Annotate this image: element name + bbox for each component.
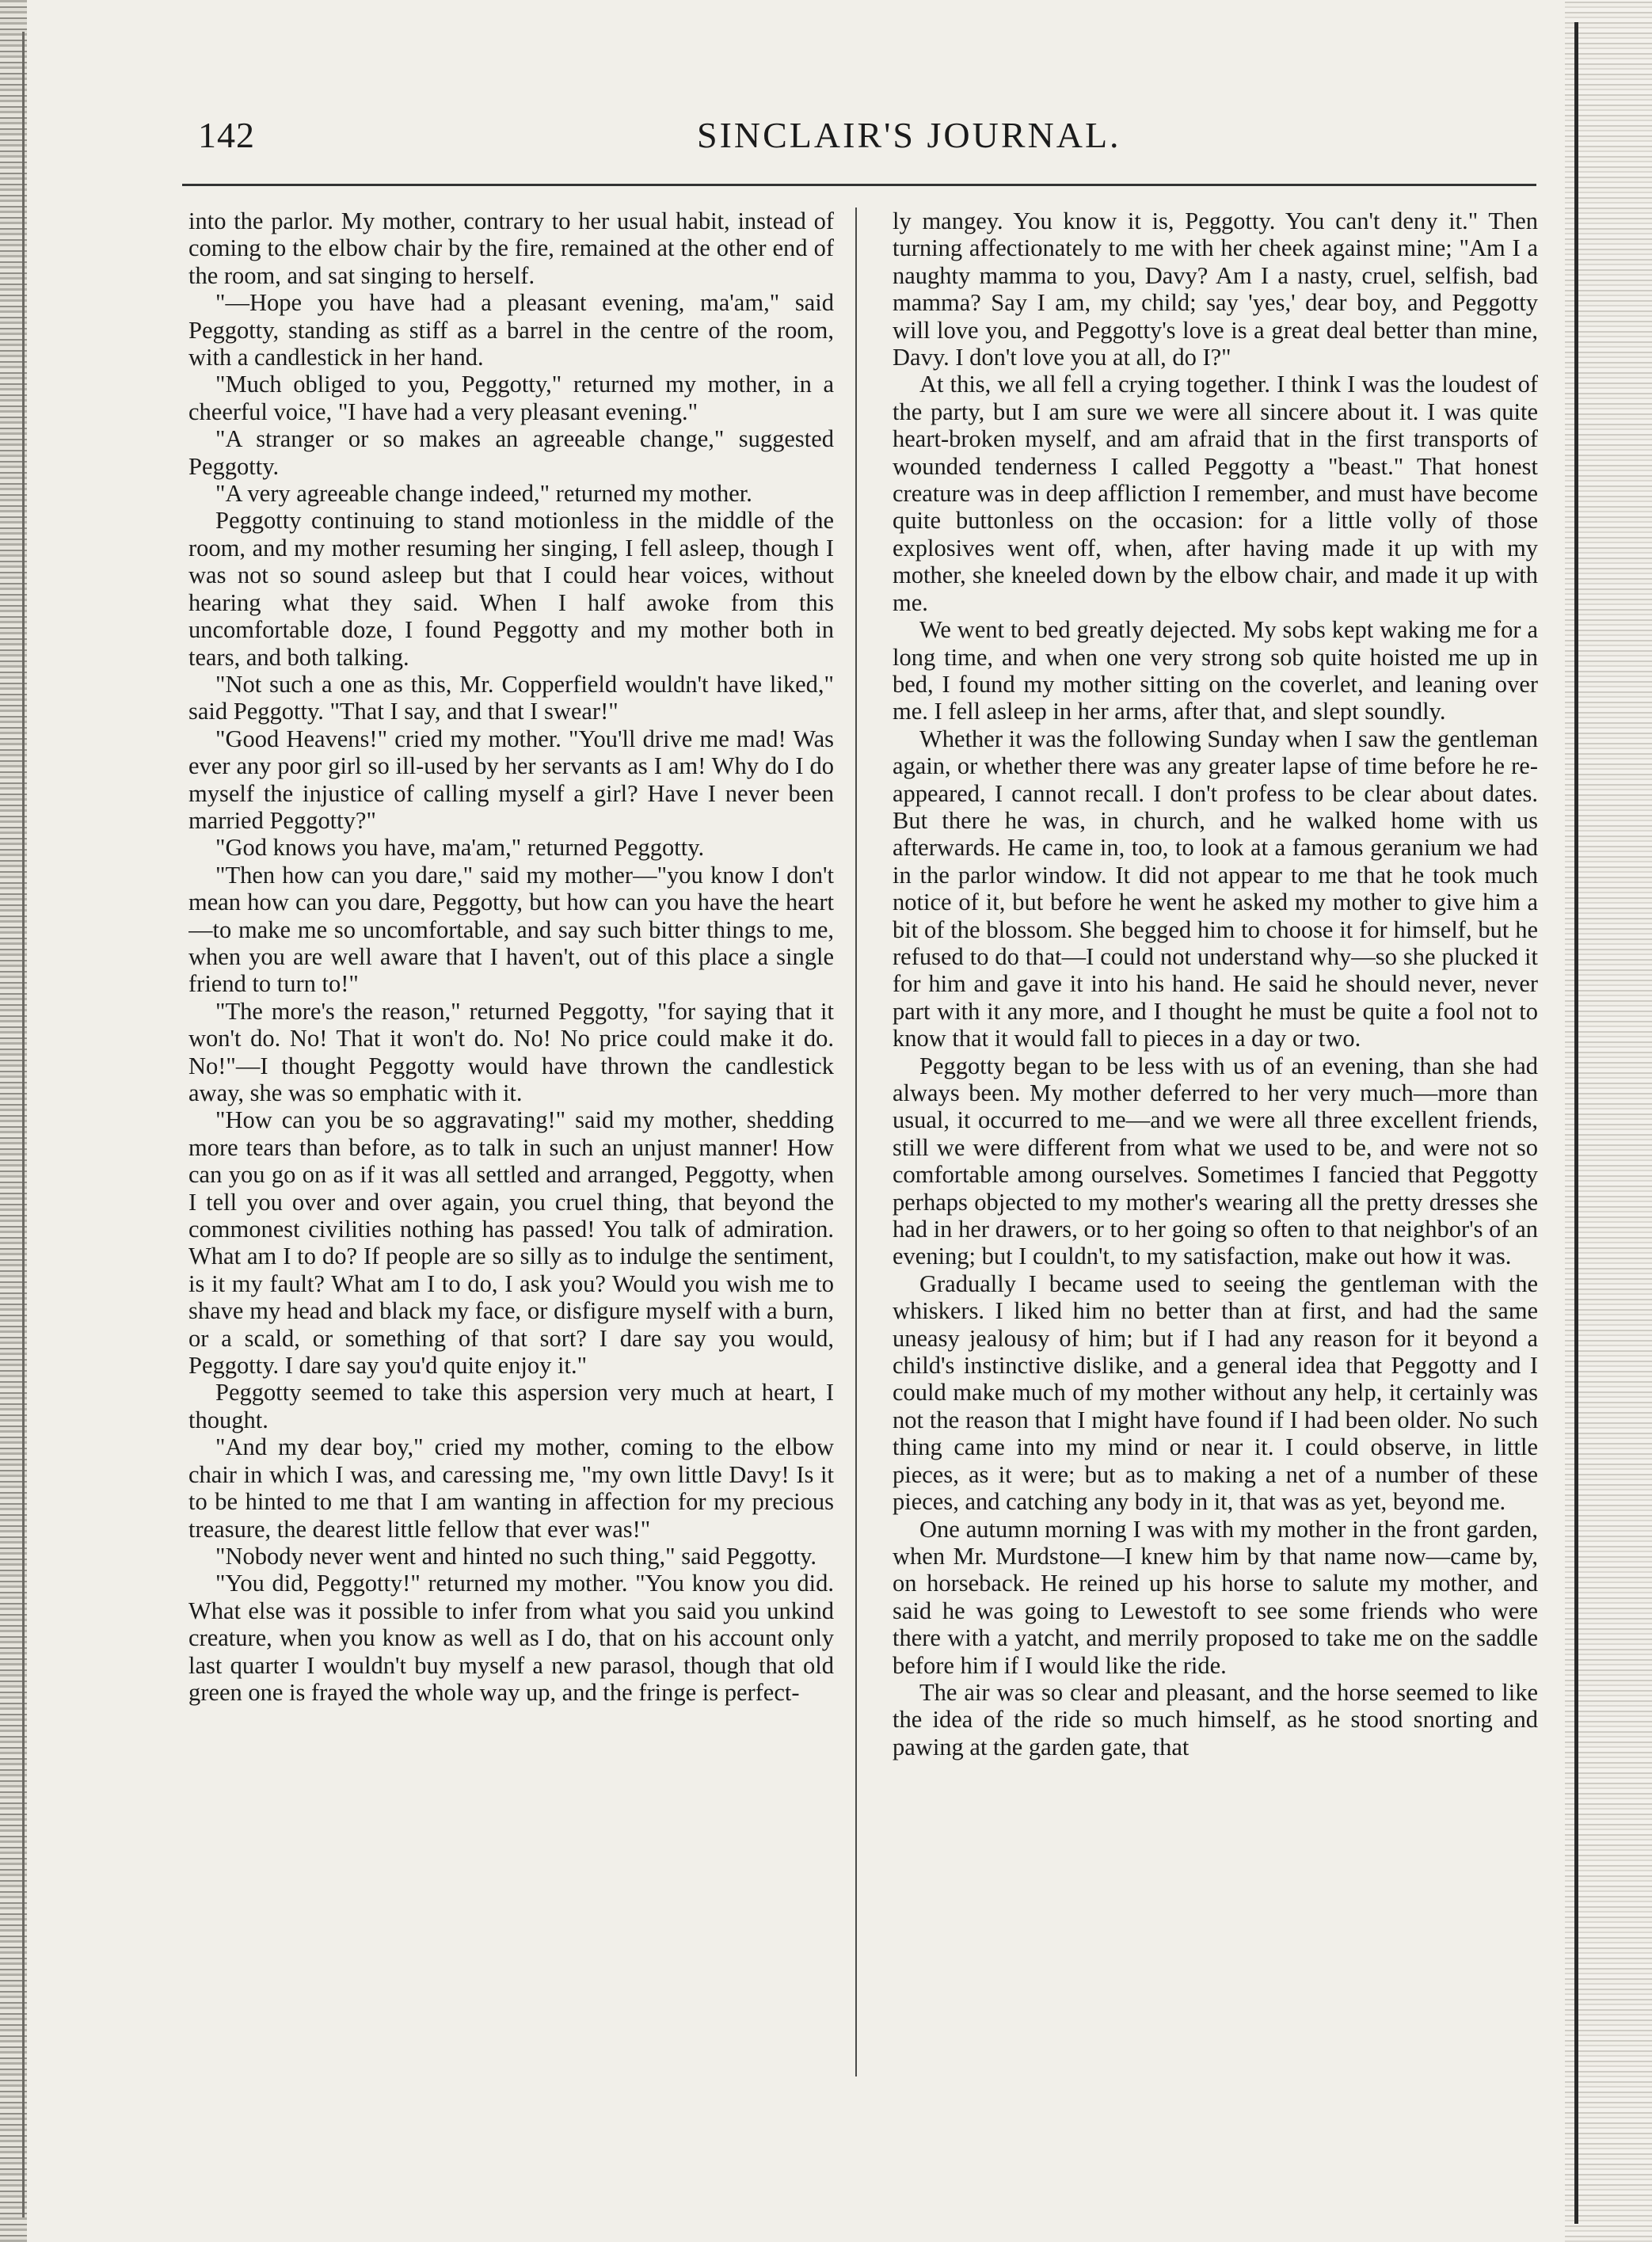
text-column-left bbox=[188, 207, 834, 2076]
paragraph: Peggotty began to be less with us of an evening, than she had always been. My mother deferred to her very much—more than usual, it occurred to me—and we were all three excellent friends, still we were different from what we used to be, and were not so comfortable among ourselves. Sometimes I fancied that Peggotty perhaps objected to my mother's wearing all the pretty dresses she had in her drawers, or to her going so often to that neighbor's of an evening; but I couldn't, to my satisfaction, make out how it was. bbox=[893, 1052, 1538, 1270]
paragraph: Peggotty continuing to stand motionless in the middle of the room, and my mother resuming her singing, I fell asleep, though I was not so sound asleep but that I could hear voices, without hearing what they said. When I half awoke from this uncomfortable doze, I found Peggotty and my mother both in tears, and both talking. bbox=[188, 507, 834, 671]
paragraph: "The more's the reason," returned Peggotty, "for saying that it won't do. No! That it won't do. No! No price could make it do. No!"—I thought Peggotty would have thrown the candlestick away, she was so emphatic with it. bbox=[188, 997, 834, 1106]
paragraph: The air was so clear and pleasant, and the horse seemed to like the idea of the ride so much himself, as he stood snorting and pawing at the garden gate, that bbox=[893, 1678, 1538, 1760]
binding-rule bbox=[22, 32, 25, 2217]
page-header bbox=[182, 111, 1544, 166]
paragraph: At this, we all fell a crying together. I think I was the loudest of the party, but I am sure we were all sincere about it. I was quite heart-broken myself, and am afraid that in the first transports of wounded tenderness I called Peggotty a "beast." That honest creature was in deep affliction I remember, and must have become quite buttonless on the occasion: for a little volly of those explosives went off, when, after having made it up with my mother, she kneeled down by the elbow chair, and made it up with me. bbox=[893, 371, 1538, 616]
page-number: 142 bbox=[198, 115, 255, 155]
paragraph: "—Hope you have had a pleasant evening, ma'am," said Peggotty, standing as stiff as a barrel in the centre of the room, with a candlestick in her hand. bbox=[188, 289, 834, 371]
paragraph: One autumn morning I was with my mother in the front garden, when Mr. Murdstone—I knew him by that name now—came by, on horseback. He reined up his horse to salute my mother, and said he was going to Lewestoft to see some friends who were there with a yatcht, and merrily proposed to take me on the saddle before him if I would like the ride. bbox=[893, 1515, 1538, 1679]
running-title: SINCLAIR'S JOURNAL. bbox=[697, 115, 1121, 155]
text-column-right bbox=[893, 207, 1538, 2076]
paragraph: Peggotty seemed to take this aspersion very much at heart, I thought. bbox=[188, 1379, 834, 1433]
paragraph: We went to bed greatly dejected. My sobs kept waking me for a long time, and when one very strong sob quite hoisted me up in bed, I found my mother sitting on the coverlet, and leaning over me. I fell asleep in her arms, after that, and slept soundly. bbox=[893, 616, 1538, 725]
paragraph: "Then how can you dare," said my mother—"you know I don't mean how can you dare, Peggotty, but how can you have the heart—to make me so uncomfortable, and say such bitter things to me, when you are well aware that I haven't, out of this place a single friend to turn to!" bbox=[188, 861, 834, 998]
column-divider bbox=[855, 207, 857, 2076]
paragraph: into the parlor. My mother, contrary to her usual habit, instead of coming to the elbow chair by the fire, remained at the other end of the room, and sat singing to herself. bbox=[188, 207, 834, 289]
paragraph: "God knows you have, ma'am," returned Peggotty. bbox=[215, 834, 705, 862]
paragraph: "A very agreeable change indeed," returned my mother. bbox=[215, 480, 752, 508]
paragraph: "And my dear boy," cried my mother, coming to the elbow chair in which I was, and caressing me, "my own little Davy! Is it to be hinted to me that I am wanting in affection for my precious treasure, the dearest little fellow that ever was!" bbox=[188, 1433, 834, 1543]
paragraph: "Not such a one as this, Mr. Copperfield wouldn't have liked," said Peggotty. "That I say, and that I swear!" bbox=[188, 670, 834, 725]
paragraph: ly mangey. You know it is, Peggotty. You can't deny it." Then turning affectionately to me with her cheek against mine; "Am I a naughty mamma to you, Davy? Am I a nasty, cruel, selfish, bad mamma? Say I am, my child; say 'yes,' dear boy, and Peggotty will love you, and Peggotty's love is a great deal better than mine, Davy. I don't love you at all, do I?" bbox=[893, 207, 1538, 371]
paragraph: Whether it was the following Sunday when I saw the gentleman again, or whether there was any greater lapse of time before he re-appeared, I cannot recall. I don't profess to be clear about dates. But there he was, in church, and he walked home with us afterwards. He came in, too, to look at a famous geranium we had in the parlor window. It did not appear to me that he took much notice of it, but before he went he asked my mother to give him a bit of the blossom. She begged him to choose it for himself, but he refused to do that—I could not understand why—so she plucked it for him and gave it into his hand. He said he should never, never part with it any more, and I thought he must be quite a fool not to know that it would fall to pieces in a day or two. bbox=[893, 725, 1538, 1052]
paragraph: "You did, Peggotty!" returned my mother. "You know you did. What else was it possible to infer from what you said you unkind creature, when you know as well as I do, that on his account only last quarter I wouldn't buy myself a new parasol, though that old green one is frayed the whole way up, and the fringe is perfect- bbox=[188, 1570, 834, 1706]
header-rule bbox=[182, 184, 1536, 186]
paragraph: "A stranger or so makes an agreeable change," suggested Peggotty. bbox=[188, 425, 834, 480]
paragraph: "Good Heavens!" cried my mother. "You'll drive me mad! Was ever any poor girl so ill-used by her servants as I am! Why do I do myself the injustice of calling myself a girl? Have I never been married Peggotty?" bbox=[188, 725, 834, 834]
page-border-rule bbox=[1574, 22, 1578, 2224]
paragraph: "How can you be so aggravating!" said my mother, shedding more tears than before, as to talk in such an unjust manner! How can you go on as if it was all settled and arranged, Peggotty, when I tell you over and over again, you cruel thing, that beyond the commonest civilities nothing has passed! You talk of admiration. What am I to do? If people are so silly as to indulge the sentiment, is it my fault? What am I to do, I ask you? Would you wish me to shave my head and black my face, or disfigure myself with a burn, or a scald, or something of that sort? I dare say you would, Peggotty. I dare say you'd quite enjoy it." bbox=[188, 1106, 834, 1380]
paragraph: "Nobody never went and hinted no such thing," said Peggotty. bbox=[215, 1542, 817, 1570]
paragraph: Gradually I became used to seeing the gentleman with the whiskers. I liked him no better than at first, and had the same uneasy jealousy of him; but if I had any reason for it beyond a child's instinctive dislike, and a general idea that Peggotty and I could make much of my mother without any help, it certainly was not the reason that I might have found if I had been older. No such thing came into my mind or near it. I could observe, in little pieces, as it were; but as to making a net of a number of these pieces, and catching any body in it, that was as yet, beyond me. bbox=[893, 1269, 1538, 1516]
paragraph: "Much obliged to you, Peggotty," returned my mother, in a cheerful voice, "I have had a very pleasant evening." bbox=[188, 371, 834, 425]
